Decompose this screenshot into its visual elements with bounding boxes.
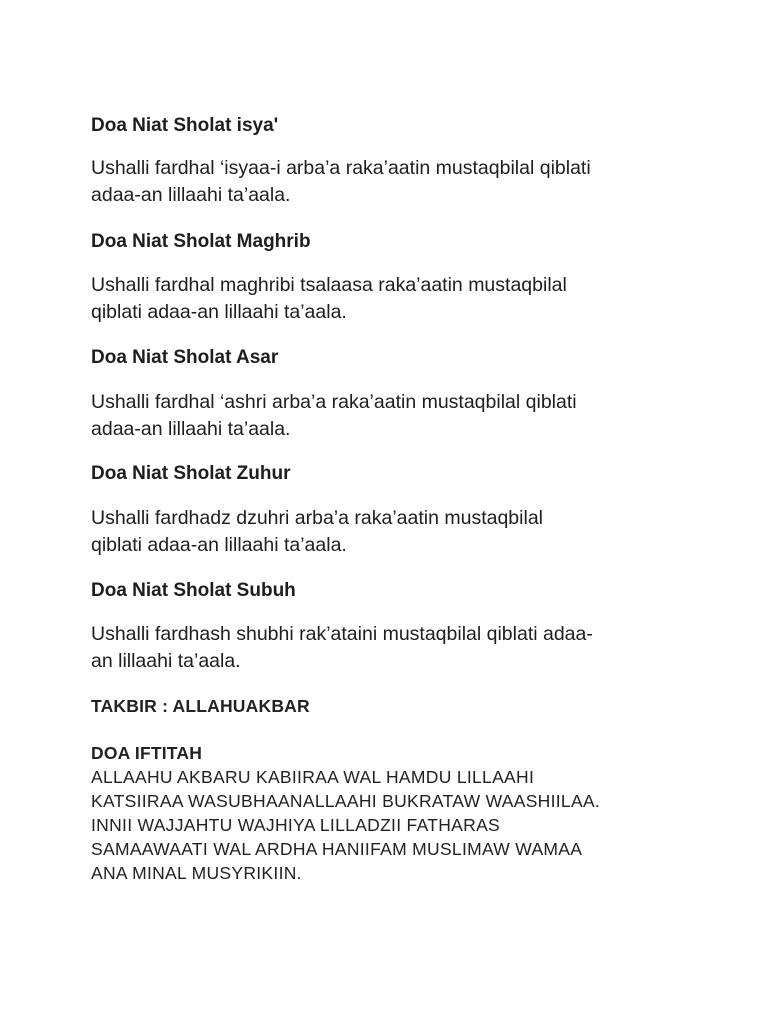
- text-line: adaa-an lillaahi ta’aala.: [91, 418, 291, 440]
- takbir-heading: TAKBIR : ALLAHUAKBAR: [91, 696, 310, 716]
- text-line: Ushalli fardhal ‘ashri arba’a raka’aatin mustaqbilal qiblati: [91, 391, 577, 413]
- text-line: SAMAAWAATI WAL ARDHA HANIIFAM MUSLIMAW WAMAA: [91, 839, 583, 859]
- text-line: ANA MINAL MUSYRIKIIN.: [91, 863, 302, 883]
- paragraph-zuhur: [91, 505, 691, 559]
- iftitah-text: [91, 765, 600, 885]
- paragraph-subuh: [91, 621, 691, 675]
- text-line: Ushalli fardhash shubhi rak’ataini mustaqbilal qiblati adaa-: [91, 623, 593, 645]
- heading-asar: Doa Niat Sholat Asar: [91, 347, 279, 368]
- paragraph-asar: [91, 389, 691, 443]
- text-line: KATSIIRAA WASUBHAANALLAAHI BUKRATAW WAASHIILAA.: [91, 791, 601, 811]
- heading-subuh: Doa Niat Sholat Subuh: [91, 580, 296, 601]
- paragraph-isya: [91, 155, 691, 209]
- paragraph-maghrib: [91, 272, 691, 326]
- text-line: Ushalli fardhadz dzuhri arba’a raka’aatin mustaqbilal: [91, 507, 543, 529]
- heading-maghrib: Doa Niat Sholat Maghrib: [91, 231, 311, 252]
- text-line: qiblati adaa-an lillaahi ta’aala.: [91, 301, 347, 323]
- text-line: adaa-an lillaahi ta’aala.: [91, 184, 291, 206]
- text-line: Ushalli fardhal ‘isyaa-i arba’a raka’aatin mustaqbilal qiblati: [91, 157, 591, 179]
- iftitah-heading: DOA IFTITAH: [91, 743, 203, 763]
- heading-zuhur: Doa Niat Sholat Zuhur: [91, 463, 291, 484]
- heading-isya: Doa Niat Sholat isya': [91, 115, 279, 136]
- text-line: qiblati adaa-an lillaahi ta’aala.: [91, 534, 347, 556]
- text-line: an lillaahi ta’aala.: [91, 650, 241, 672]
- text-line: Ushalli fardhal maghribi tsalaasa raka’aatin mustaqbilal: [91, 274, 567, 296]
- text-line: INNII WAJJAHTU WAJHIYA LILLADZII FATHARAS: [91, 815, 501, 835]
- text-line: ALLAAHU AKBARU KABIIRAA WAL HAMDU LILLAAHI: [91, 767, 535, 787]
